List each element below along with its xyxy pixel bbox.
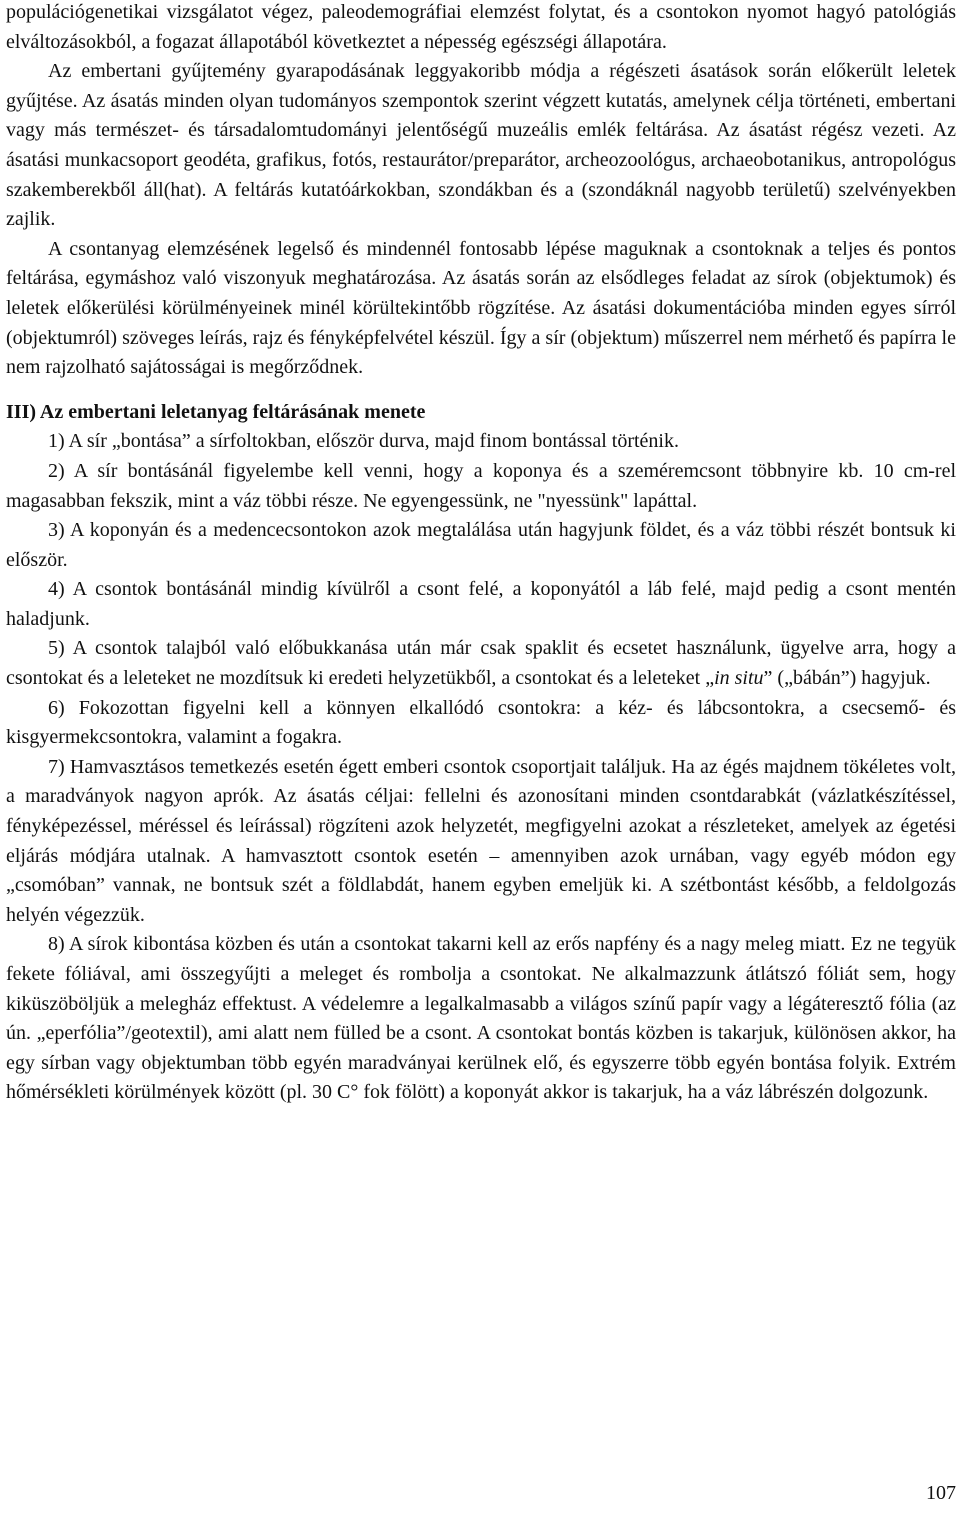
list-item: 4) A csontok bontásánál mindig kívülről a csont felé, a koponyától a láb felé, majd pedig a csont mentén haladjunk. xyxy=(6,578,956,630)
list-item-text: ” („bábán”) hagyjuk. xyxy=(763,667,931,690)
paragraph-collection: Az embertani gyűjtemény gyarapodásának leggyakoribb módja a régészeti ásatások során előkerült leletek gyűjtése. Az ásatás minden olyan tudományos szempontok szerint végzett kutatás, amelynek célja történeti, embertani vagy más természet- és társadalomtudományi jelentőségű muzeális emlék feltárása. Az ásatást régész vezeti. Az ásatási munkacsoport geodéta, grafikus, fotós, restaurátor/preparátor, archeozoológus, archaeobotanikus, antropológus szakemberekből áll(hat). A feltárás kutatóárkokban, szondákban és a (szondáknál nagyobb területű) szelvényekben zajlik. xyxy=(6,60,956,231)
page-number: 107 xyxy=(926,1482,956,1504)
list-item: 1) A sír „bontása” a sírfoltokban, először durva, majd finom bontással történik. xyxy=(48,430,679,453)
paragraph-intro: populációgenetikai vizsgálatot végez, paleodemográfiai elemzést folytat, és a csontokon nyomot hagyó patológiás elváltozásokból, a fogazat állapotából következtet a népesség egészségi állapotára. xyxy=(6,1,956,53)
list-item: 2) A sír bontásánál figyelembe kell venni, hogy a koponya és a szeméremcsont többnyire kb. 10 cm-rel magasabban fekszik, mint a váz többi része. Ne egyengessünk, ne "nyessünk" lapáttal. xyxy=(6,459,956,512)
list-item: 7) Hamvasztásos temetkezés esetén égett emberi csontok csoportjait találjuk. Ha az égés majdnem tökéletes volt, a maradványok nagyon aprók. Az ásatás céljai: fellelni és azonosítani minden csontdarabkát (vázlatkészítéssel, fényképezéssel, méréssel és leírással) rögzíteni azok helyzetét, megfigyelni azokat a részleteket, amelyek az égetési eljárás módjára utalnak. A hamvasztott csontok esetén – amennyiben azok urnában, vagy egyéb módon egy „csomóban” vannak, ne bontsuk szét a földlabdát, hanem egyben emeljük ki. A szétbontást később, a feldolgozás helyén végezzük. xyxy=(6,755,956,926)
list-item: 8) A sírok kibontása közben és után a csontokat takarni kell az erős napfény és a nagy meleg miatt. Ez ne tegyük fekete fóliával, ami összegyűjti a meleget és rombolja a csontokat. Ne alkalmazzunk átlátszó fóliát sem, hogy kiküszöböljük a melegház effektust. A védelemre a legalkalmasabb a világos színű papír vagy a légáteresztő fólia (az ún. „eperfólia”/geotextil), ami alatt nem fülled be a csont. A csontokat bontás közben is takarjuk, különösen akkor, ha egy sírban vagy objektumban több egyén maradványai kerülnek elő, és egyszerre több egyén bontása folyik. Extrém hőmérsékleti körülmények között (pl. 30 C° fok fölött) a koponyát akkor is takarjuk, ha a váz lábrészén dolgozunk. xyxy=(6,933,956,1104)
paragraph-bone-material: A csontanyag elemzésének legelső és mindennél fontosabb lépése maguknak a csontoknak a teljes és pontos feltárása, egymáshoz való viszonyuk meghatározása. Az ásatás során az elsődleges feladat az sírok (objektumok) és leletek előkerülési körülményeinek minél körültekintőbb rögzítése. Az ásatási dokumentációba minden egyes sírról (objektumról) szöveges leírás, rajz és fényképfelvétel készül. Így a sír (objektum) műszerrel nem mérhető és papírra le nem rajzolható sajátosságai is megőrződnek. xyxy=(6,237,956,379)
section-heading: III) Az embertani leletanyag feltárásának menete xyxy=(6,400,426,423)
list-item xyxy=(6,634,956,693)
list-item: 3) A koponyán és a medencecsontokon azok megtalálása után hagyjunk földet, és a váz többi részét bontsuk ki először. xyxy=(6,519,956,571)
list-item-text: 5) A csontok talajból való előbukkanása után már csak spaklit és ecsetet használunk, ügyelve arra, hogy a csontokat és a leleteket ne mozdítsuk ki eredeti helyzetükből, a csontokat és a leleteket „ xyxy=(6,637,956,690)
document-page xyxy=(6,0,956,1108)
list-item: 6) Fokozottan figyelni kell a könnyen elkallódó csontokra: a kéz- és lábcsontokra, a csecsemő- és kisgyermekcsontokra, valamint a fogakra. xyxy=(6,696,956,749)
italic-term: in situ xyxy=(714,667,764,690)
